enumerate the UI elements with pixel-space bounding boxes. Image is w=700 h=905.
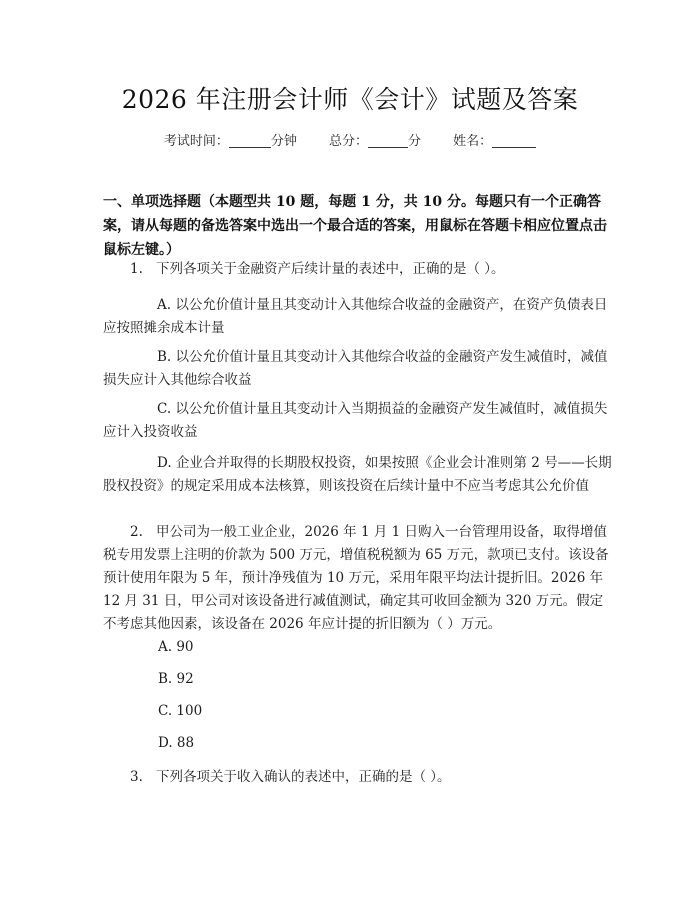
total-score-label: 总分：	[328, 134, 368, 149]
question-2-number: 2.	[130, 524, 143, 540]
exam-time-blank	[229, 133, 271, 148]
total-score-blank	[368, 133, 408, 148]
exam-time-unit: 分钟	[270, 134, 297, 149]
question-1-option-a	[103, 294, 613, 340]
total-score-unit: 分	[408, 134, 422, 149]
option-text: D. 企业合并取得的长期股权投资，如果按照《企业会计准则第 2 号——长期股权投资》的规定采用成本法核算，则该投资在后续计量中不应当考虑其公允价值	[103, 455, 612, 494]
option-text: C. 以公允价值计量且其变动计入当期损益的金融资产发生减值时，减值损失应计入投资收益	[103, 401, 608, 440]
question-1-number: 1.	[130, 261, 143, 277]
question-1-text: 下列各项关于金融资产后续计量的表述中，正确的是（ ）。	[156, 261, 505, 277]
question-2-option-d: D. 88	[158, 735, 195, 751]
question-2-option-c: C. 100	[158, 703, 203, 719]
option-text: A. 以公允价值计量且其变动计入其他综合收益的金融资产，在资产负债表日应按照摊余成本计量	[103, 297, 608, 336]
question-1-option-c	[103, 398, 613, 444]
question-1-option-d	[103, 452, 613, 498]
option-text: B. 以公允价值计量且其变动计入其他综合收益的金融资产发生减值时，减值损失应计入其他综合收益	[103, 349, 608, 388]
exam-info-line	[0, 130, 700, 149]
exam-time-label: 考试时间：	[163, 134, 229, 149]
exam-time-field	[164, 130, 297, 149]
total-score-field	[329, 130, 421, 149]
name-label: 姓名：	[453, 134, 493, 149]
question-1	[130, 258, 610, 281]
question-3-text: 下列各项关于收入确认的表述中，正确的是（ ）。	[156, 769, 451, 785]
question-3-number: 3.	[130, 769, 143, 785]
page-title: 2026 年注册会计师《会计》试题及答案	[121, 85, 579, 114]
question-2-option-a: A. 90	[158, 639, 194, 655]
name-blank	[492, 133, 536, 148]
section-heading: 一、单项选择题（本题型共 10 题，每题 1 分，共 10 分。每题只有一个正确答案，请从每题的备选答案中选出一个最合适的答案，用鼠标在答题卡相应位置点击鼠标左键。）	[103, 194, 607, 258]
question-2	[103, 521, 613, 636]
name-field	[453, 130, 536, 149]
question-2-option-b: B. 92	[158, 671, 194, 687]
question-3	[130, 766, 610, 789]
question-1-option-b	[103, 346, 613, 392]
question-2-text: 甲公司为一般工业企业，2026 年 1 月 1 日购入一台管理用设备，取得增值税专用发票上注明的价款为 500 万元，增值税税额为 65 万元，款项已支付。该设备预计使用年限为 5 年，预计净残值为 10 万元，采用年限平均法计提折旧。2026 年 12 月 31 日，甲公司对该设备进行减值测试，确定其可收回金额为 320 万元。假定不考虑其他因素，该设备在 2026 年应计提的折旧额为（ ）万元。	[103, 524, 609, 632]
